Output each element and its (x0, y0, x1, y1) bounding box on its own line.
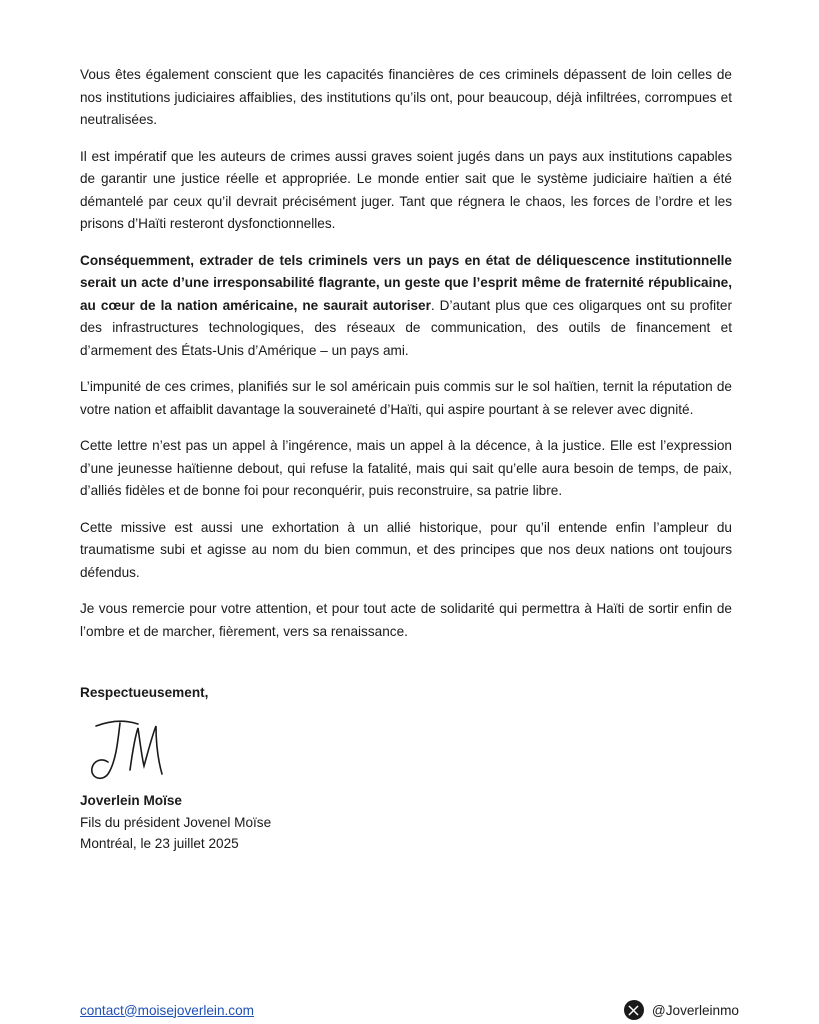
handwritten-signature (86, 718, 178, 784)
paragraph-1: Vous êtes également conscient que les capacités financières de ces criminels dépassent de loin celles de nos institutions judiciaires affaiblies, des institutions qu’ils ont, pour beaucoup, déjà infiltrées, corrompues et neutralisées. (80, 67, 732, 127)
signer-name: Joverlein Moïse (80, 793, 182, 808)
paragraph-2: Il est impératif que les auteurs de crimes aussi graves soient jugés dans un pays aux institutions capables de garantir une justice réelle et appropriée. Le monde entier sait que le système judiciaire haïtien a été démantelé par ceux qu’il devrait précisément juger. Tant que régnera le chaos, les forces de l’ordre et les prisons d’Haïti resteront dysfonctionnelles. (80, 148, 732, 231)
signer-title: Fils du président Jovenel Moïse (80, 814, 272, 830)
x-handle[interactable] (624, 1000, 739, 1020)
paragraph-6: Cette missive est aussi une exhortation à un allié historique, pour qu’il entende enfin l’ampleur du traumatisme subi et agisse au nom du bien commun, et des principes que nos deux nations ont toujours défendus. (80, 519, 732, 580)
paragraph-3-rest: . D’autant plus que ces oligarques ont su profiter des infrastructures technologiques, des réseaux de communication, des outils de financement et d’armement des États-Unis d’Amérique – un pays ami. (80, 297, 732, 358)
email-link[interactable]: contact@moisejoverlein.com (80, 1002, 254, 1018)
paragraph-3-bold: Conséquemment, extrader de tels criminels vers un pays en état de déliquescence institutionnelle serait un acte d’une irresponsabilité flagrante, un geste que l’esprit même de fraternité républicaine, au cœur de la nation américaine, ne saurait autoriser (80, 252, 732, 313)
letter-body (80, 64, 732, 855)
place-date: Montréal, le 23 juillet 2025 (80, 836, 239, 851)
x-logo-icon (624, 1000, 644, 1020)
closing-salutation: Respectueusement, (80, 685, 209, 700)
paragraph-4: L’impunité de ces crimes, planifiés sur le sol américain puis commis sur le sol haïtien, ternit la réputation de votre nation et affaiblit davantage la souveraineté d’Haïti, qui aspire pourtant à se relever avec dignité. (80, 379, 732, 417)
x-handle-text: @Joverleinmo (651, 1002, 739, 1018)
footer (80, 1000, 739, 1020)
paragraph-7: Je vous remercie pour votre attention, et pour tout acte de solidarité qui permettra à Haïti de sortir enfin de l’ombre et de marcher, fièrement, vers sa renaissance. (80, 601, 732, 639)
paragraph-5: Cette lettre n’est pas un appel à l’ingérence, mais un appel à la décence, à la justice. Elle est l’expression d’une jeunesse haïtienne debout, qui refuse la fatalité, mais qui sait qu’elle aura besoin de temps, de paix, d’alliés fidèles et de bonne foi pour reconquérir, puis reconstruire, sa patrie libre. (80, 438, 732, 498)
paragraph-3 (80, 250, 732, 363)
